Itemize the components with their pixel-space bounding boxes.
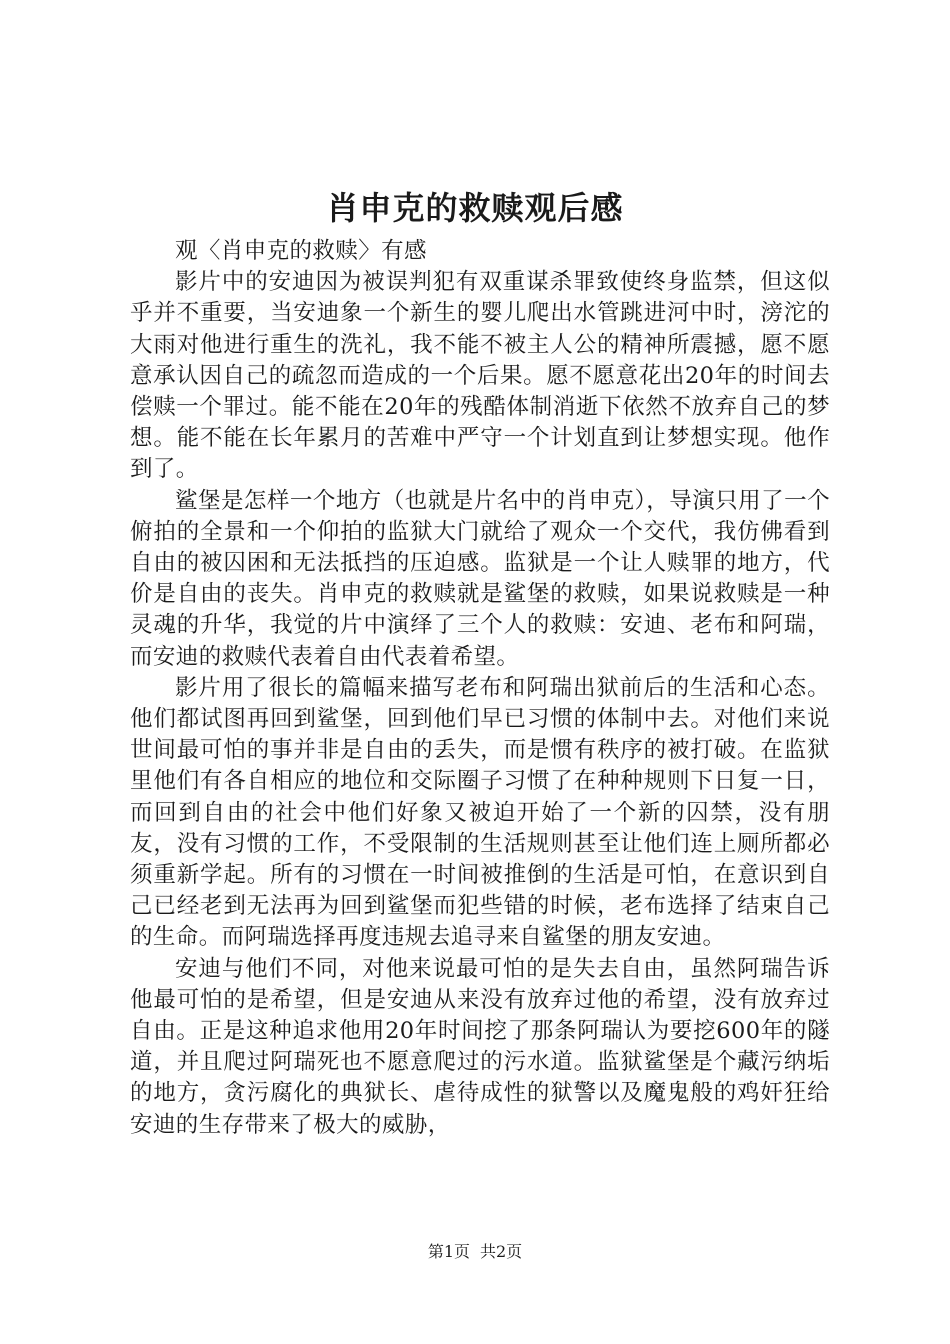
body-paragraph-4: 安迪与他们不同，对他来说最可怕的是失去自由，虽然阿瑞告诉他最可怕的是希望，但是安迪从来没有放弃过他的希望，没有放弃过自由。正是这种追求他用20年时间挖了那条阿瑞认为要挖600年的隧道，并且爬过阿瑞死也不愿意爬过的污水道。监狱鲨堡是个藏污纳垢的地方，贪污腐化的典狱长、虐待成性的狱警以及魔鬼般的鸡奸狂给安迪的生存带来了极大的威胁， <box>130 955 830 1138</box>
body-paragraph-3: 影片用了很长的篇幅来描写老布和阿瑞出狱前后的生活和心态。他们都试图再回到鲨堡，回到他们早已习惯的体制中去。对他们来说世间最可怕的事并非是自由的丢失，而是惯有秩序的被打破。在监狱里他们有各自相应的地位和交际圈子习惯了在种种规则下日复一日，而回到自由的社会中他们好象又被迫开始了一个新的囚禁，没有朋友，没有习惯的工作，不受限制的生活规则甚至让他们连上厕所都必须重新学起。所有的习惯在一时间被推倒的生活是可怕，在意识到自己已经老到无法再为回到鲨堡而犯些错的时候，老布选择了结束自己的生命。而阿瑞选择再度违规去追寻来自鲨堡的朋友安迪。 <box>130 674 830 951</box>
subtitle-paragraph: 观〈肖申克的救赎〉有感 <box>175 238 427 264</box>
document-body <box>130 236 830 1141</box>
page-number: 第1页 <box>427 1242 470 1261</box>
page-footer <box>0 1240 950 1264</box>
document-title: 肖申克的救赎观后感 <box>326 189 624 227</box>
page-total: 共2页 <box>480 1242 523 1261</box>
body-paragraph-2: 鲨堡是怎样一个地方（也就是片名中的肖申克），导演只用了一个俯拍的全景和一个仰拍的监狱大门就给了观众一个交代，我仿佛看到自由的被囚困和无法抵挡的压迫感。监狱是一个让人赎罪的地方，代价是自由的丧失。肖申克的救赎就是鲨堡的救赎，如果说救赎是一种灵魂的升华，我觉的片中演绎了三个人的救赎：安迪、老布和阿瑞，而安迪的救赎代表着自由代表着希望。 <box>130 487 830 670</box>
body-paragraph-1: 影片中的安迪因为被误判犯有双重谋杀罪致使终身监禁，但这似乎并不重要，当安迪象一个新生的婴儿爬出水管跳进河中时，滂沱的大雨对他进行重生的洗礼，我不能不被主人公的精神所震撼，愿不愿意承认因自己的疏忽而造成的一个后果。愿不愿意花出20年的时间去偿赎一个罪过。能不能在20年的残酷体制消逝下依然不放弃自己的梦想。能不能在长年累月的苦难中严守一个计划直到让梦想实现。他作到了。 <box>130 269 830 483</box>
